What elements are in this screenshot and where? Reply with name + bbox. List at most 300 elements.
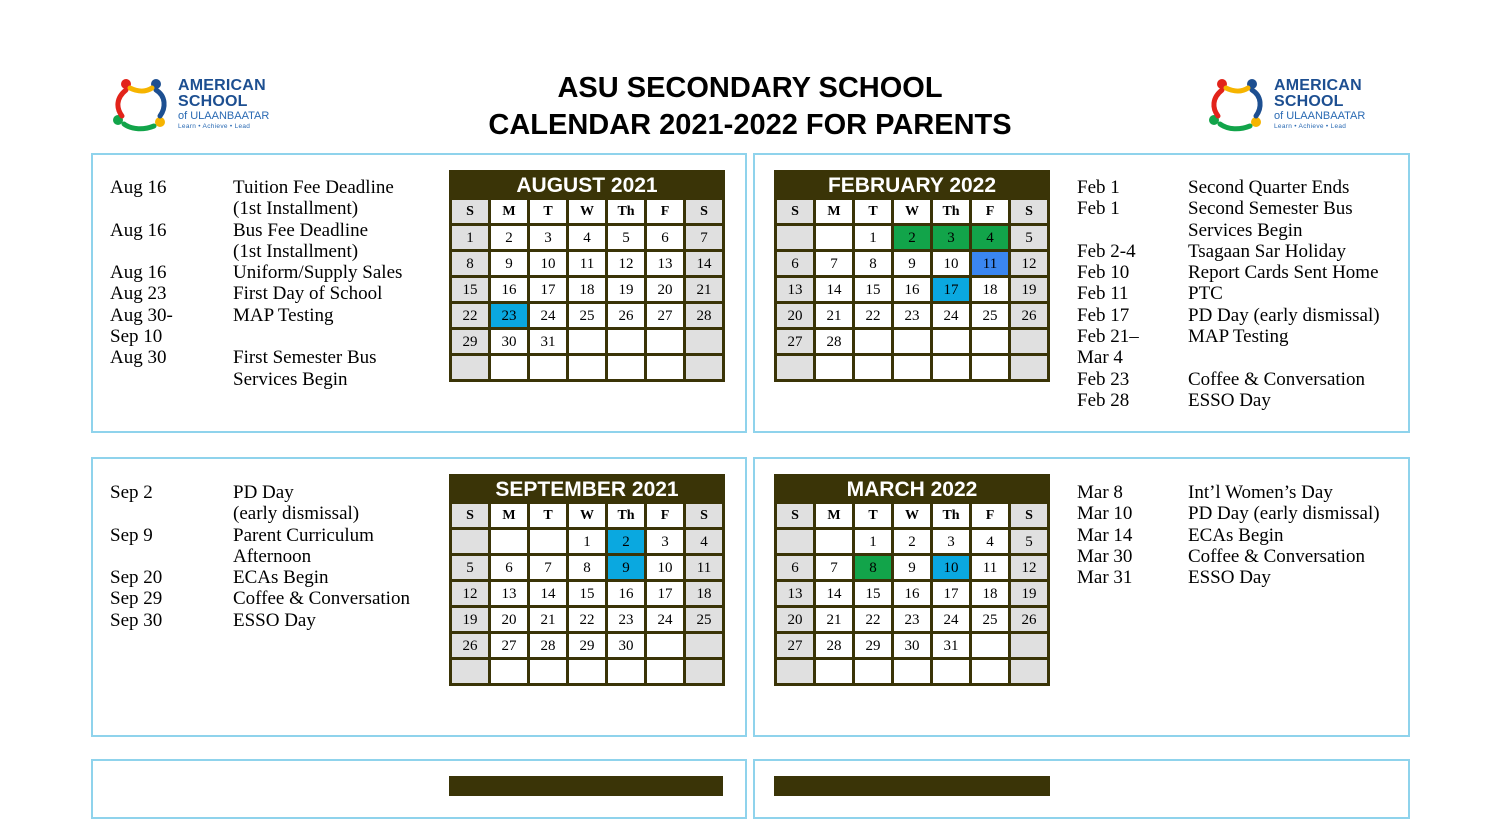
calendar-day: 3 [530,226,566,249]
calendar-empty-cell [972,330,1008,353]
calendar-empty-cell [933,330,969,353]
calendar-day: 7 [816,556,852,579]
calendar-day: 27 [777,634,813,657]
calendar-february-2022 [774,170,1050,382]
calendar-empty-cell [816,226,852,249]
calendar-day: 28 [530,634,566,657]
weekday-header: F [647,200,683,223]
calendar-empty-cell [608,660,644,683]
calendar-grid [452,504,722,683]
event-date: Feb 1 [1077,198,1120,220]
calendar-empty-cell [1011,660,1047,683]
weekday-header: S [452,504,488,527]
weekday-header: W [569,504,605,527]
calendar-march-2022 [774,474,1050,686]
logo-line-american: AMERICAN [1274,77,1362,94]
calendar-day: 30 [608,634,644,657]
calendar-day: 26 [1011,304,1047,327]
calendar-empty-cell [777,356,813,379]
logo-tagline: Learn • Achieve • Lead [1274,123,1347,130]
calendar-day: 16 [894,582,930,605]
calendar-day: 21 [816,304,852,327]
calendar-day: 24 [933,608,969,631]
calendar-day: 12 [452,582,488,605]
calendar-day: 29 [855,634,891,657]
calendar-day: 21 [686,278,722,301]
page-title [400,70,1100,144]
event-date: Sep 2 [110,482,153,503]
weekday-header: Th [608,200,644,223]
calendar-day: 6 [647,226,683,249]
calendar-empty-cell [855,356,891,379]
calendar-day: 23 [608,608,644,631]
calendar-day: 14 [686,252,722,275]
event-item [110,347,435,390]
calendar-empty-cell [816,660,852,683]
event-date: Mar 8 [1077,482,1123,503]
calendar-month-title: AUGUST 2021 [516,174,658,197]
event-date: Sep 30 [110,609,163,631]
event-item [1077,567,1397,588]
calendar-day: 2 [894,530,930,553]
calendar-empty-cell [647,330,683,353]
event-item [110,567,435,588]
school-logo-right [1206,76,1376,132]
calendar-day: 16 [894,278,930,301]
calendar-day: 8 [569,556,605,579]
calendar-empty-cell [452,356,488,379]
event-description: ECAs Begin [1188,524,1284,546]
calendar-day: 18 [972,278,1008,301]
calendar-day: 19 [608,278,644,301]
event-item [1077,326,1397,369]
school-logo-left [110,76,280,132]
event-item [110,525,435,568]
event-item [110,610,435,631]
calendar-empty-cell [569,660,605,683]
weekday-header: W [894,504,930,527]
event-description: ECAs Begin [233,567,329,589]
event-item [110,305,435,348]
event-description: Int’l Women’s Day [1188,482,1333,503]
calendar-day: 25 [972,304,1008,327]
event-list-february [1077,177,1397,411]
calendar-day: 15 [855,278,891,301]
event-description: Uniform/Supply Sales [233,262,403,284]
calendar-day: 20 [647,278,683,301]
event-item [1077,198,1397,241]
calendar-day: 2 [894,226,930,249]
calendar-day: 24 [933,304,969,327]
weekday-header: S [452,200,488,223]
calendar-empty-cell [608,330,644,353]
calendar-day: 22 [452,304,488,327]
calendar-day: 6 [491,556,527,579]
calendar-day: 8 [855,556,891,579]
event-description: Second Quarter Ends [1188,177,1350,198]
calendar-day: 27 [491,634,527,657]
calendar-empty-cell [1011,634,1047,657]
calendar-day: 5 [608,226,644,249]
calendar-day: 12 [1011,556,1047,579]
event-date: Feb 2-4 [1077,240,1136,262]
calendar-august-2021 [449,170,725,382]
weekday-header: T [855,200,891,223]
weekday-header: F [972,504,1008,527]
calendar-day: 27 [777,330,813,353]
calendar-day: 23 [894,608,930,631]
event-date: Aug 30- Sep 10 [110,304,173,348]
calendar-day: 21 [530,608,566,631]
calendar-empty-cell [647,356,683,379]
logo-wordmark [178,78,269,131]
event-description: PD Day (early dismissal) [1188,304,1380,326]
calendar-empty-cell [569,330,605,353]
logo-tagline: Learn • Achieve • Lead [178,123,251,130]
event-date: Feb 23 [1077,368,1130,390]
event-item [1077,283,1397,304]
weekday-header: W [894,200,930,223]
calendar-day: 7 [530,556,566,579]
event-description: First Semester Bus Services Begin [233,347,377,390]
weekday-header: S [1011,200,1047,223]
event-date: Feb 1 [1077,177,1120,198]
event-description: Second Semester Bus Services Begin [1188,198,1353,241]
event-date: Mar 30 [1077,545,1133,567]
event-description: MAP Testing [233,304,334,326]
calendar-day: 2 [491,226,527,249]
event-date: Feb 10 [1077,262,1130,284]
calendar-month-title: SEPTEMBER 2021 [495,478,679,501]
event-date: Sep 9 [110,524,153,546]
calendar-month-title: FEBRUARY 2022 [827,174,997,197]
calendar-day: 18 [972,582,1008,605]
calendar-day: 17 [647,582,683,605]
logo-line-ulaanbaatar: of ULAANBAATAR [178,110,270,122]
calendar-day: 16 [608,582,644,605]
calendar-day: 4 [972,530,1008,553]
calendar-day: 4 [569,226,605,249]
event-description: MAP Testing [1188,326,1289,348]
calendar-empty-cell [491,356,527,379]
calendar-day: 23 [491,304,527,327]
calendar-september-2021 [449,474,725,686]
event-date: Aug 16 [110,262,167,284]
calendar-day: 29 [569,634,605,657]
event-date: Feb 28 [1077,389,1130,411]
calendar-empty-cell [816,356,852,379]
calendar-day: 27 [647,304,683,327]
event-item [1077,262,1397,283]
event-item [1077,503,1397,524]
weekday-header: S [686,504,722,527]
calendar-day: 3 [933,226,969,249]
calendar-empty-cell [972,356,1008,379]
calendar-day: 17 [530,278,566,301]
calendar-day: 1 [855,530,891,553]
calendar-day: 5 [452,556,488,579]
event-item [1077,482,1397,503]
calendar-empty-cell [686,634,722,657]
calendar-empty-cell [569,356,605,379]
weekday-header: F [972,200,1008,223]
calendar-day: 20 [491,608,527,631]
calendar-grid [777,504,1047,683]
event-item [110,482,435,525]
weekday-header: W [569,200,605,223]
calendar-day: 7 [816,252,852,275]
event-item [1077,525,1397,546]
event-description: Bus Fee Deadline (1st Installment) [233,219,369,262]
event-date: Feb 17 [1077,304,1130,326]
calendar-day: 10 [530,252,566,275]
calendar-day: 6 [777,252,813,275]
event-item [110,177,435,220]
calendar-day: 6 [777,556,813,579]
calendar-day: 25 [569,304,605,327]
calendar-day: 4 [686,530,722,553]
weekday-header: F [647,504,683,527]
event-description: Tuition Fee Deadline (1st Installment) [233,177,394,220]
calendar-empty-cell [647,634,683,657]
weekday-header: S [777,200,813,223]
calendar-day: 21 [816,608,852,631]
four-figures-circle-icon [110,76,172,132]
event-description: Report Cards Sent Home [1188,262,1379,284]
calendar-day: 11 [686,556,722,579]
logo-line-school: SCHOOL [1274,93,1344,110]
calendar-day: 9 [894,556,930,579]
calendar-day: 16 [491,278,527,301]
calendar-day: 8 [855,252,891,275]
calendar-day: 30 [491,330,527,353]
next-calendar-header-right [774,776,1050,796]
weekday-header: T [855,504,891,527]
calendar-day: 22 [855,304,891,327]
calendar-empty-cell [933,660,969,683]
event-date: Aug 16 [110,177,167,198]
calendar-day: 1 [569,530,605,553]
calendar-day: 15 [569,582,605,605]
calendar-empty-cell [530,660,566,683]
calendar-day: 15 [855,582,891,605]
calendar-day: 19 [1011,278,1047,301]
calendar-day: 4 [972,226,1008,249]
event-item [1077,305,1397,326]
event-list-august [110,177,435,390]
event-date: Sep 29 [110,588,163,610]
calendar-day: 25 [686,608,722,631]
calendar-empty-cell [894,330,930,353]
calendar-empty-cell [894,356,930,379]
event-list-september [110,482,435,631]
weekday-header: M [491,504,527,527]
calendar-day: 13 [491,582,527,605]
calendar-day: 22 [855,608,891,631]
logo-line-american: AMERICAN [178,77,266,94]
calendar-empty-cell [647,660,683,683]
calendar-day: 24 [530,304,566,327]
calendar-day: 30 [894,634,930,657]
calendar-day: 22 [569,608,605,631]
event-description: ESSO Day [1188,567,1271,589]
calendar-day: 18 [686,582,722,605]
calendar-day: 29 [452,330,488,353]
calendar-day: 1 [452,226,488,249]
event-description: PTC [1188,283,1223,305]
calendar-day: 23 [894,304,930,327]
calendar-day: 7 [686,226,722,249]
calendar-day: 3 [647,530,683,553]
calendar-empty-cell [816,530,852,553]
calendar-empty-cell [777,226,813,249]
next-calendar-header-left [449,776,723,796]
calendar-day: 31 [933,634,969,657]
weekday-header: Th [608,504,644,527]
calendar-day: 14 [816,278,852,301]
calendar-day: 11 [569,252,605,275]
calendar-day: 5 [1011,226,1047,249]
calendar-day: 10 [933,556,969,579]
calendar-empty-cell [686,330,722,353]
weekday-header: T [530,200,566,223]
calendar-day: 2 [608,530,644,553]
calendar-day: 3 [933,530,969,553]
event-description: ESSO Day [233,609,316,631]
calendar-day: 10 [933,252,969,275]
title-line-calendar: CALENDAR 2021-2022 FOR PARENTS [488,109,1012,141]
calendar-day: 13 [777,278,813,301]
event-description: Tsagaan Sar Holiday [1188,240,1347,262]
calendar-day: 12 [1011,252,1047,275]
calendar-empty-cell [452,660,488,683]
event-date: Aug 30 [110,347,167,369]
calendar-empty-cell [608,356,644,379]
weekday-header: S [1011,504,1047,527]
calendar-month-title: MARCH 2022 [846,478,978,501]
logo-line-school: SCHOOL [178,93,248,110]
weekday-header: Th [933,504,969,527]
calendar-day: 12 [608,252,644,275]
calendar-day: 14 [530,582,566,605]
event-item [110,262,435,283]
event-item [1077,390,1397,411]
event-description: Parent Curriculum Afternoon [233,524,374,567]
calendar-day: 19 [1011,582,1047,605]
calendar-empty-cell [452,530,488,553]
calendar-day: 24 [647,608,683,631]
calendar-day: 26 [452,634,488,657]
calendar-day: 13 [777,582,813,605]
calendar-grid [452,200,722,379]
calendar-empty-cell [1011,330,1047,353]
event-date: Mar 14 [1077,524,1133,546]
calendar-empty-cell [491,660,527,683]
event-item [1077,177,1397,198]
logo-wordmark [1274,78,1365,131]
event-date: Feb 11 [1077,283,1129,305]
weekday-header: S [777,504,813,527]
calendar-day: 9 [491,252,527,275]
calendar-grid [777,200,1047,379]
calendar-empty-cell [894,660,930,683]
calendar-day: 8 [452,252,488,275]
calendar-day: 28 [816,634,852,657]
calendar-empty-cell [972,634,1008,657]
weekday-header: M [816,504,852,527]
calendar-empty-cell [491,530,527,553]
calendar-day: 31 [530,330,566,353]
event-item [110,220,435,263]
calendar-day: 5 [1011,530,1047,553]
calendar-day: 18 [569,278,605,301]
calendar-day: 11 [972,556,1008,579]
title-line-school: ASU SECONDARY SCHOOL [557,72,943,104]
event-item [1077,241,1397,262]
calendar-empty-cell [972,660,1008,683]
four-figures-circle-icon [1206,76,1268,132]
calendar-empty-cell [530,356,566,379]
calendar-day: 9 [608,556,644,579]
event-description: PD Day (early dismissal) [1188,503,1380,525]
event-description: PD Day (early dismissal) [233,482,360,525]
calendar-day: 13 [647,252,683,275]
calendar-day: 10 [647,556,683,579]
event-date: Aug 16 [110,219,167,241]
weekday-header: M [491,200,527,223]
event-description: ESSO Day [1188,389,1271,411]
calendar-empty-cell [855,330,891,353]
event-list-march [1077,482,1397,588]
calendar-day: 28 [686,304,722,327]
event-date: Feb 21– Mar 4 [1077,326,1139,369]
calendar-empty-cell [933,356,969,379]
calendar-day: 11 [972,252,1008,275]
calendar-day: 17 [933,582,969,605]
calendar-empty-cell [686,660,722,683]
event-item [110,283,435,304]
event-date: Mar 10 [1077,503,1133,525]
calendar-empty-cell [530,530,566,553]
calendar-empty-cell [777,530,813,553]
event-date: Aug 23 [110,283,167,305]
calendar-day: 26 [1011,608,1047,631]
calendar-day: 20 [777,304,813,327]
event-item [1077,546,1397,567]
event-description: Coffee & Conversation [1188,545,1365,567]
weekday-header: Th [933,200,969,223]
calendar-day: 19 [452,608,488,631]
weekday-header: T [530,504,566,527]
calendar-day: 1 [855,226,891,249]
logo-line-ulaanbaatar: of ULAANBAATAR [1274,110,1366,122]
event-item [110,588,435,609]
calendar-day: 26 [608,304,644,327]
calendar-day: 28 [816,330,852,353]
calendar-day: 25 [972,608,1008,631]
weekday-header: S [686,200,722,223]
calendar-day: 9 [894,252,930,275]
calendar-day: 14 [816,582,852,605]
weekday-header: M [816,200,852,223]
calendar-day: 20 [777,608,813,631]
event-date: Mar 31 [1077,567,1133,589]
event-date: Sep 20 [110,567,163,589]
calendar-day: 17 [933,278,969,301]
calendar-empty-cell [777,660,813,683]
event-item [1077,369,1397,390]
calendar-day: 15 [452,278,488,301]
